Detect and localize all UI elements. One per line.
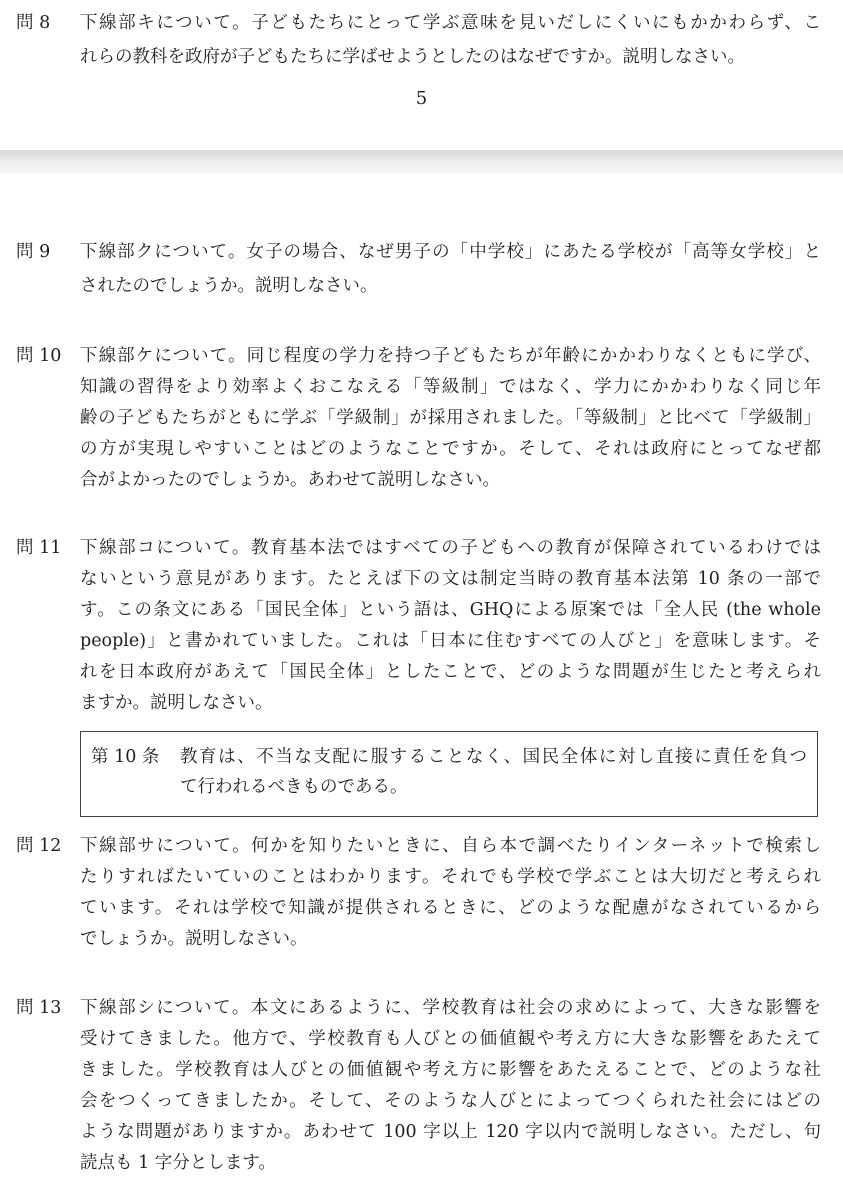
previous-page-bottom	[0, 0, 843, 150]
question-text-line: 下線部キについて。子どもたちにとって学ぶ意味を見いだしにくいにもかかわらず、こ	[80, 13, 821, 33]
question-number: 問 11	[16, 538, 62, 558]
question-text-line: 受けてきました。他方で、学校教育も人びとの価値観や考え方に大きな影響をあたえて	[80, 1029, 821, 1049]
question-text-line: れらの教科を政府が子どもたちに学ばせようとしたのはなぜですか。説明しなさい。	[80, 47, 745, 67]
question-text-line: の方が実現しやすいことはどのようなことですか。そして、それは政府にとってなぜ都	[80, 439, 821, 459]
question-text-line: でしょうか。説明しなさい。	[80, 929, 308, 949]
question-text-line: 下線部サについて。何かを知りたいときに、自ら本で調べたりインターネットで検索し	[80, 836, 821, 856]
question-text-line: されたのでしょうか。説明しなさい。	[80, 276, 378, 296]
question-text-line: people)」と書かれていました。これは「日本に住むすべての人びと」を意味します。そ	[80, 631, 821, 651]
question-text-line: 下線部クについて。女子の場合、なぜ男子の「中学校」にあたる学校が「高等女学校」と	[80, 242, 821, 262]
question-text-line: ような問題がありますか。あわせて 100 字以上 120 字以内で説明しなさい。ただし、句	[80, 1122, 821, 1142]
question-text-line: ますか。説明しなさい。	[80, 693, 273, 713]
question-text-line: 会をつくってきましたか。そして、そのような人びとによってつくられた社会にはどの	[80, 1091, 821, 1111]
question-text-line: す。この条文にある「国民全体」という語は、GHQによる原案では「全人民 (the whole	[80, 600, 821, 620]
question-text-line: 齢の子どもたちがともに学ぶ「学級制」が採用されました。「等級制」と比べて「学級制」	[80, 408, 821, 428]
page-number: 5	[415, 88, 428, 109]
page-separator	[0, 150, 843, 174]
question-number: 問 8	[16, 13, 51, 33]
question-text-line: 知識の習得をより効率よくおこなえる「等級制」ではなく、学力にかかわりなく同じ年	[80, 377, 821, 397]
article-label: 第 10 条	[91, 747, 160, 767]
question-text-line: 読点も 1 字分とします。	[80, 1153, 276, 1173]
question-text-line: 下線部シについて。本文にあるように、学校教育は社会の求めによって、大きな影響を	[80, 998, 821, 1018]
question-number: 問 10	[16, 346, 62, 366]
question-text-line: ています。それは学校で知識が提供されるときに、どのような配慮がなされているから	[80, 898, 821, 918]
question-text-line: 下線部コについて。教育基本法ではすべての子どもへの教育が保障されているわけでは	[80, 538, 821, 558]
question-text-line: たりすればたいていのことはわかります。それでも学校で学ぶことは大切だと考えられ	[80, 867, 821, 887]
question-text-line: 下線部ケについて。同じ程度の学力を持つ子どもたちが年齢にかかわりなくともに学び、	[80, 346, 821, 366]
article-text-line: 教育は、不当な支配に服することなく、国民全体に対し直接に責任を負つ	[180, 747, 807, 767]
article-10-box	[80, 731, 818, 817]
question-number: 問 12	[16, 836, 62, 856]
question-text-line: れを日本政府があえて「国民全体」としたことで、どのような問題が生じたと考えられ	[80, 662, 821, 682]
question-number: 問 9	[16, 242, 51, 262]
article-text-line: て行われるべきものである。	[180, 777, 408, 797]
question-number: 問 13	[16, 998, 62, 1018]
question-text-line: 合がよかったのでしょうか。あわせて説明しなさい。	[80, 470, 500, 490]
question-text-line: ないという意見があります。たとえば下の文は制定当時の教育基本法第 10 条の一部で	[80, 569, 821, 589]
question-text-line: きました。学校教育は人びとの価値観や考え方に影響をあたえることで、どのような社	[80, 1060, 821, 1080]
